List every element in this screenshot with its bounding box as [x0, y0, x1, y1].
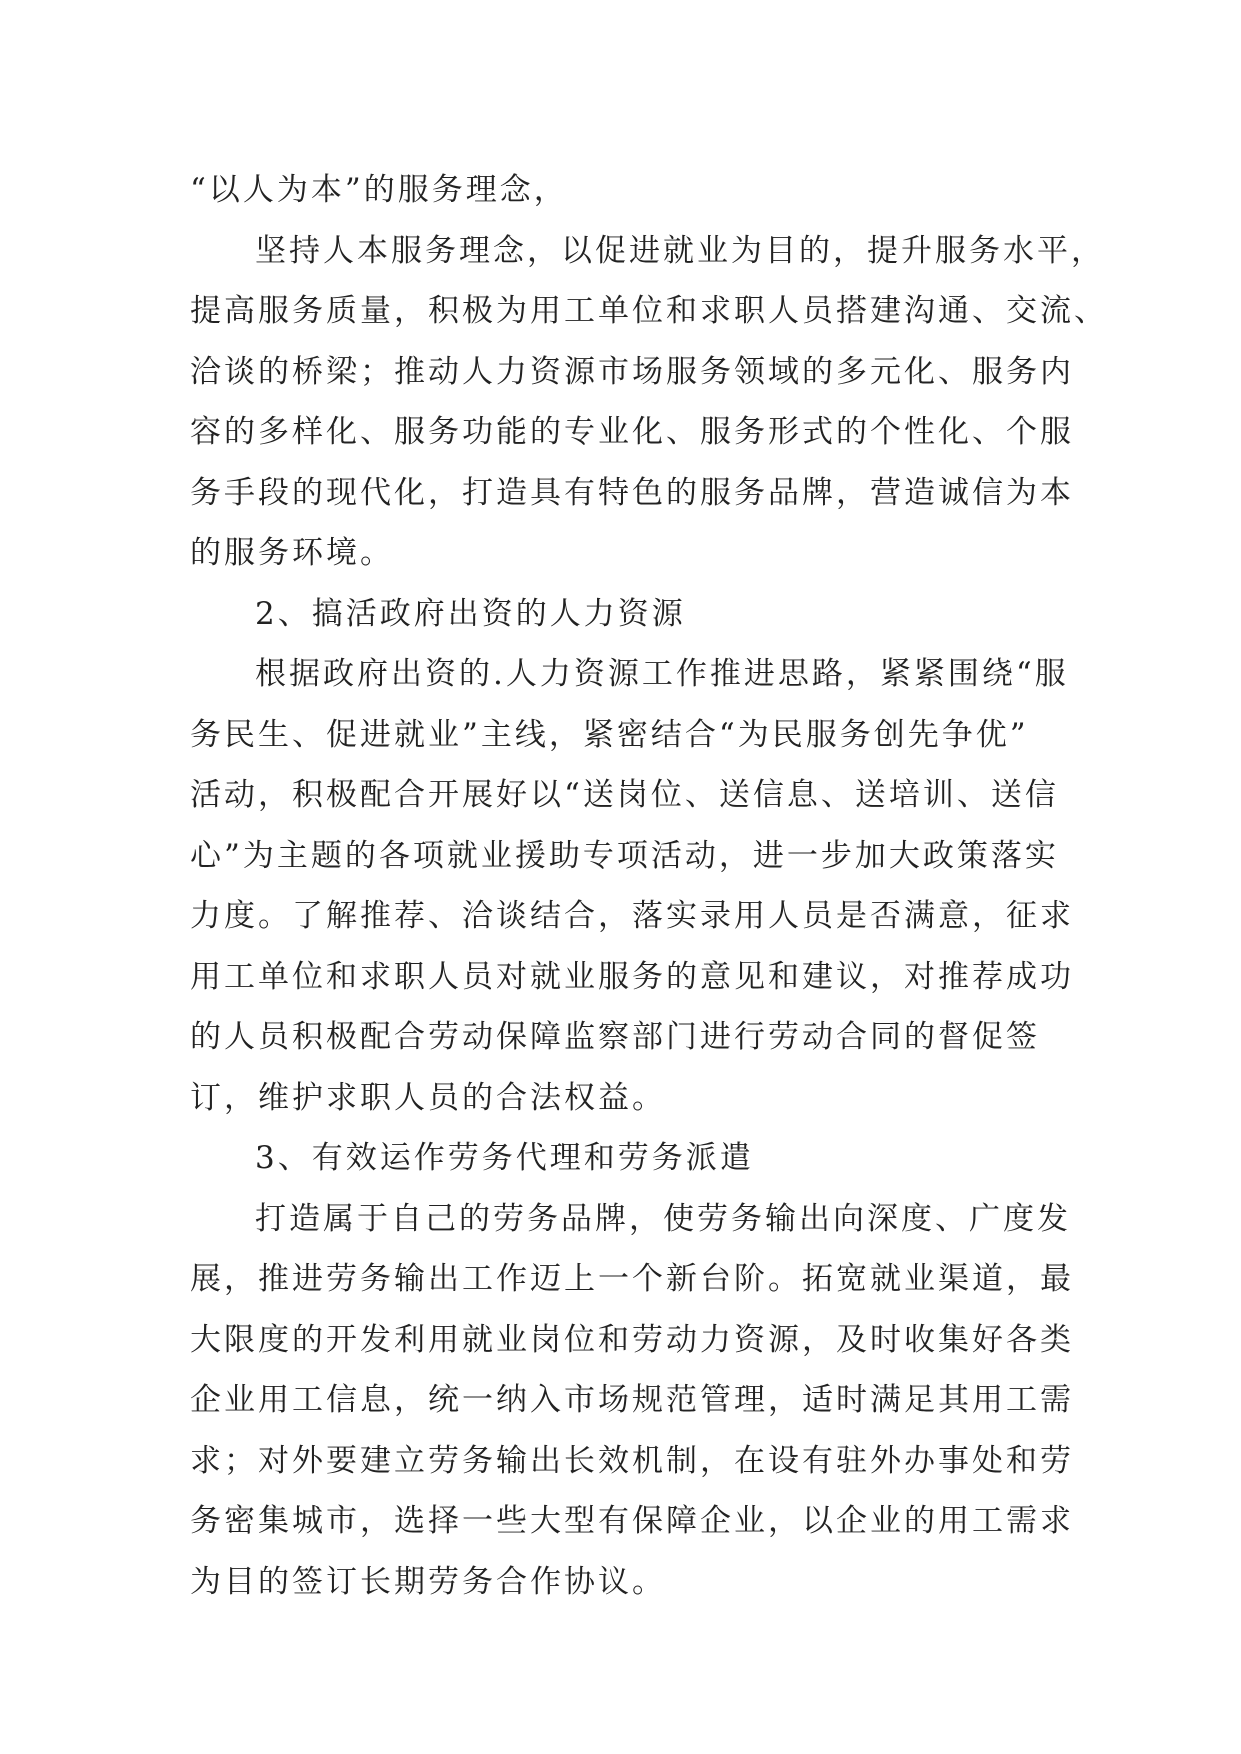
text-line-10: 务民生、促进就业”主线，紧密结合“为民服务创先争优”: [190, 716, 1029, 753]
section-heading-3: 3、有效运作劳务代理和劳务派遣: [255, 1140, 754, 1176]
text-line-11: 活动，积极配合开展好以“送岗位、送信息、送培训、送信: [190, 777, 1059, 813]
text-line-14: 用工单位和求职人员对就业服务的意见和建议，对推荐成功: [190, 958, 1074, 995]
document-body: [190, 160, 1108, 1612]
text-line-13: 力度。了解推荐、洽谈结合，落实录用人员是否满意，征求: [190, 898, 1074, 934]
text-line-22: 求；对外要建立劳务输出长效机制，在设有驻外办事处和劳: [190, 1442, 1074, 1479]
text-line-16: 订，维护求职人员的合法权益。: [190, 1079, 666, 1116]
text-line-23: 务密集城市，选择一些大型有保障企业，以企业的用工需求: [190, 1503, 1074, 1539]
text-line-6: 务手段的现代化，打造具有特色的服务品牌，营造诚信为本: [190, 474, 1074, 511]
text-line-5: 容的多样化、服务功能的专业化、服务形式的个性化、个服: [190, 414, 1074, 450]
text-line-21: 企业用工信息，统一纳入市场规范管理，适时满足其用工需: [190, 1382, 1074, 1418]
text-line-1: “以人为本”的服务理念，: [190, 172, 568, 208]
section-heading-2: 2、搞活政府出资的人力资源: [255, 595, 686, 632]
text-line-20: 大限度的开发利用就业岗位和劳动力资源，及时收集好各类: [190, 1321, 1074, 1358]
text-line-12: 心”为主题的各项就业援助专项活动，进一步加大政策落实: [190, 837, 1059, 874]
paragraph-line-9: 根据政府出资的.人力资源工作推进思路，紧紧围绕“服: [255, 656, 1069, 692]
paragraph-line-18: 打造属于自己的劳务品牌，使劳务输出向深度、广度发: [255, 1200, 1071, 1237]
text-line-3: 提高服务质量，积极为用工单位和求职人员搭建沟通、交流、: [190, 293, 1108, 329]
text-line-19: 展，推进劳务输出工作迈上一个新台阶。拓宽就业渠道，最: [190, 1261, 1074, 1297]
paragraph-line-2: 坚持人本服务理念，以促进就业为目的，提升服务水平，: [255, 232, 1105, 269]
text-line-4: 洽谈的桥梁；推动人力资源市场服务领域的多元化、服务内: [190, 353, 1074, 390]
text-line-7: 的服务环境。: [190, 535, 394, 571]
text-line-24: 为目的签订长期劳务合作协议。: [190, 1563, 666, 1600]
text-line-15: 的人员积极配合劳动保障监察部门进行劳动合同的督促签: [190, 1019, 1040, 1055]
